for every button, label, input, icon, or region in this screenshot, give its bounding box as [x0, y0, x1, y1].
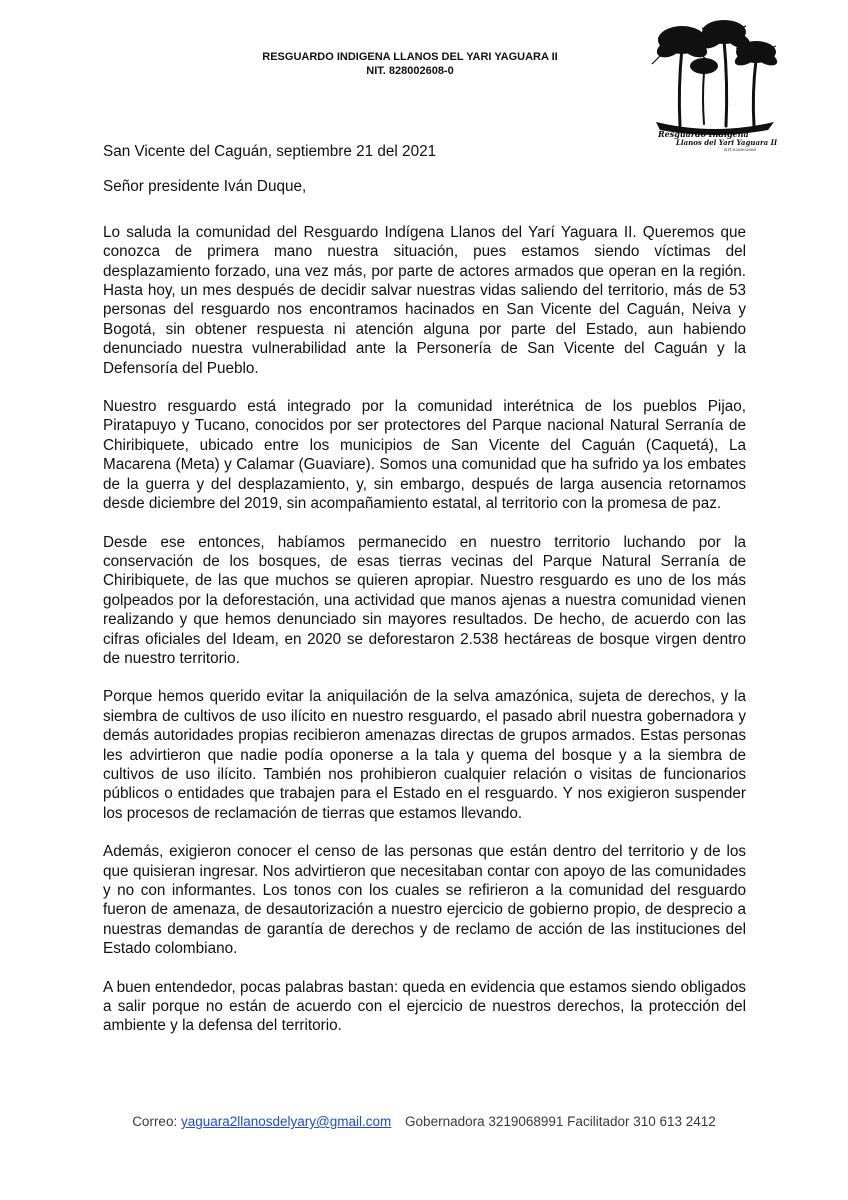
paragraph: Además, exigieron conocer el censo de las personas que están dentro del territorio y de los que quisieran ingresar. Nos advirtieron que necesitaban contar con apoyo de las comunidades y no con informantes. Los tonos con los cuales se refirieron a la comunidad del resguardo fueron de amenaza, de desautorización a nuestro ejercicio de gobierno propio, de desprecio a nuestras demandas de garantía de derechos y de reclamo de acción de las instituciones del Estado colombiano. [103, 843, 746, 958]
paragraph: Desde ese entonces, habíamos permanecido en nuestro territorio luchando por la conservación de los bosques, de esas tierras vecinas del Parque Natural Serranía de Chiribiquete, de las que muchos se quieren apropiar. Nuestro resguardo es uno de los más golpeados por la deforestación, una actividad que manos ajenas a nuestra comunidad vienen realizando y que hemos denunciado sin mayores resultados. De hecho, de acuerdo con las cifras oficiales del Ideam, en 2020 se deforestaron 2.538 hectáreas de bosque virgen dentro de nuestro territorio. [103, 533, 746, 667]
org-name: RESGUARDO INDIGENA LLANOS DEL YARI YAGUARA II [262, 51, 558, 63]
resguardo-logo [648, 18, 780, 158]
contact-numbers: Gobernadora 3219068991 Facilitador 310 613 2412 [405, 1114, 716, 1129]
paragraph: Nuestro resguardo está integrado por la comunidad interétnica de los pueblos Pijao, Piratapuyo y Tucano, conocidos por ser protectores del Parque nacional Natural Serranía de Chiribiquete, ubicado entre los municipios de San Vicente del Caguán (Caquetá), La Macarena (Meta) y Calamar (Guaviare). Somos una comunidad que ha sufrido ya los embates de la guerra y del desplazamiento, y, sin embargo, después de larga ausencia retornamos desde diciembre del 2019, sin acompañamiento estatal, al territorio con la promesa de paz. [103, 398, 746, 513]
paragraph: A buen entendedor, pocas palabras bastan: queda en evidencia que estamos siendo obligados a salir porque no están de acuerdo con el ejercicio de nuestros derechos, la protección del ambiente y la defensa del territorio. [103, 978, 746, 1035]
letterhead [220, 50, 600, 78]
salutation: Señor presidente Iván Duque, [103, 178, 307, 196]
email-label: Correo: [132, 1114, 178, 1129]
logo-line2: Llanos del Yari Yaguara II [676, 138, 778, 147]
logo-nit: NIT 828002608 [724, 147, 756, 152]
footer [0, 1114, 848, 1129]
paragraph: Porque hemos querido evitar la aniquilación de la selva amazónica, sujeta de derechos, y la siembra de cultivos de uso ilícito en nuestro resguardo, el pasado abril nuestra gobernadora y demás autoridades propias recibieron amenazas directas de grupos armados. Estas personas les advirtieron que nadie podía oponerse a la tala y quema del bosque y a la siembra de cultivos de uso ilícito. También nos prohibieron cualquier relación o visitas de funcionarios públicos o entidades que trabajen para el Estado en el resguardo. Y nos exigieron suspender los procesos de reclamación de tierras que estamos llevando. [103, 688, 746, 822]
paragraph: Lo saluda la comunidad del Resguardo Indígena Llanos del Yarí Yaguara II. Queremos que conozca de primera mano nuestra situación, pues estamos siendo víctimas del desplazamiento forzado, una vez más, por parte de actores armados que operan en la región. Hasta hoy, un mes después de decidir salvar nuestras vidas saliendo del territorio, más de 53 personas del resguardo nos encontramos hacinados en San Vicente del Caguán, Neiva y Bogotá, sin obtener respuesta ni atención alguna por parte del Estado, aun habiendo denunciado nuestra vulnerabilidad ante la Personería de San Vicente del Caguán y la Defensoría del Pueblo. [103, 223, 746, 377]
place-date: San Vicente del Caguán, septiembre 21 del 2021 [103, 143, 437, 160]
letter-body [103, 142, 746, 1055]
org-nit: NIT. 828002608-0 [366, 65, 454, 77]
logo-line1: Resguardo Indígena [658, 129, 749, 139]
email-link[interactable]: yaguara2llanosdelyary@gmail.com [180, 1114, 392, 1129]
